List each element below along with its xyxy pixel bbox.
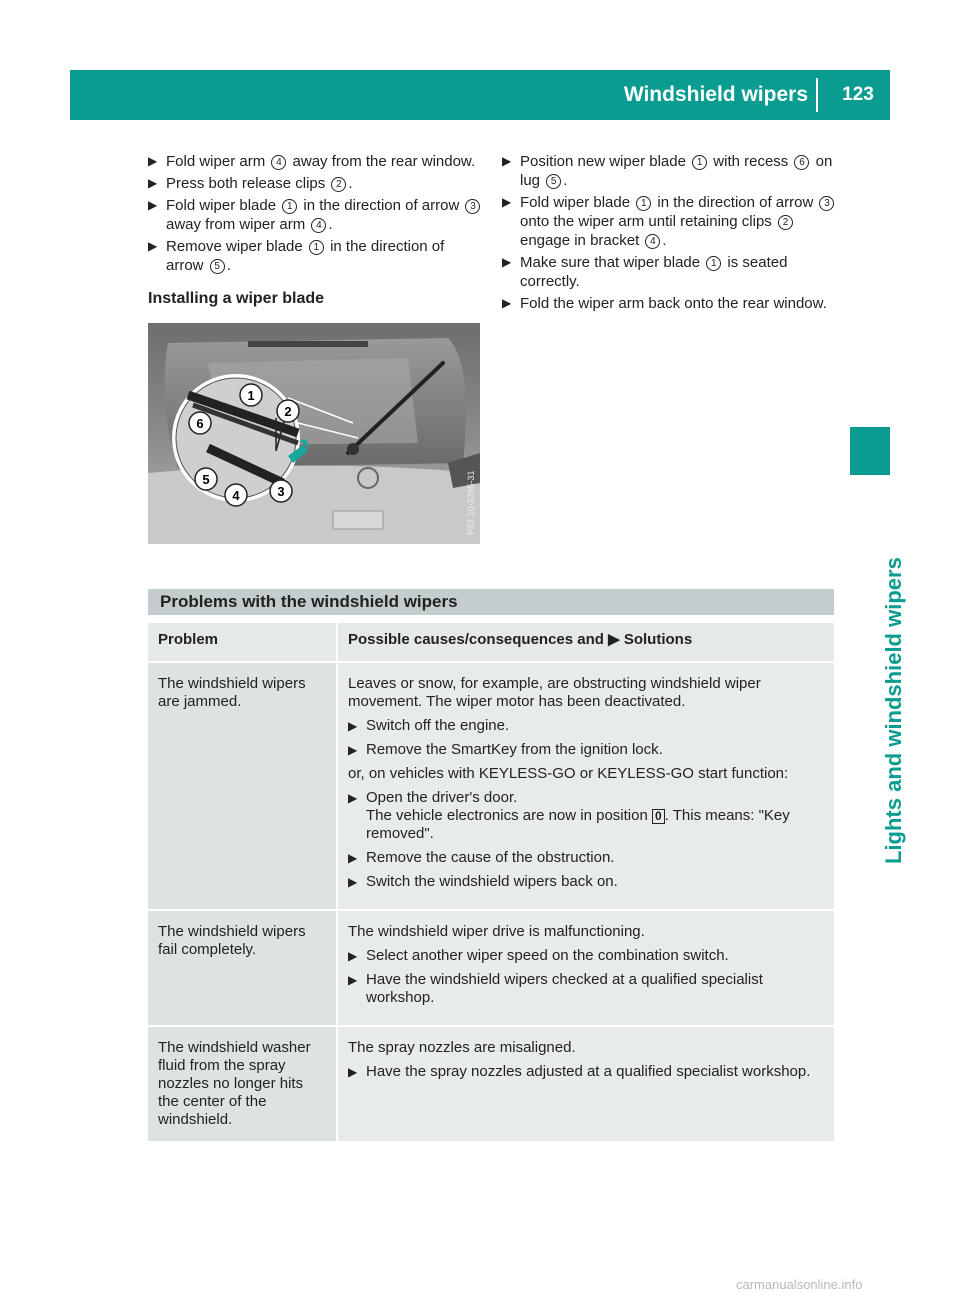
- ignition-position-symbol: 0: [652, 809, 665, 824]
- chapter-side-label-text: Lights and windshield wipers: [881, 557, 906, 864]
- step-arrow-icon: ▶: [348, 973, 358, 987]
- solution-step: [348, 947, 826, 965]
- step-text: .: [662, 232, 667, 249]
- step-arrow-icon: ▶: [148, 176, 158, 190]
- step-arrow-icon: ▶: [502, 296, 512, 310]
- problems-table: [148, 623, 834, 1143]
- callout-ref: 3: [819, 196, 834, 211]
- step-text: engage in bracket: [520, 232, 644, 249]
- step-text: .: [348, 175, 353, 192]
- callout-ref: 1: [309, 240, 324, 255]
- header-problem: Problem: [148, 623, 338, 663]
- table-title: Problems with the windshield wipers: [148, 589, 834, 615]
- step-text: Switch off the engine.: [366, 717, 510, 734]
- step-note: The vehicle electronics are now in position: [366, 807, 652, 824]
- step-text: Switch the windshield wipers back on.: [366, 873, 618, 890]
- instruction-step: [148, 237, 483, 275]
- callout-ref: 5: [210, 259, 225, 274]
- page-header: [70, 70, 890, 120]
- callout-ref: 1: [706, 256, 721, 271]
- callout-ref: 2: [778, 215, 793, 230]
- callout-ref: 4: [645, 234, 660, 249]
- step-text: Have the spray nozzles adjusted at a qualified specialist workshop.: [366, 1063, 811, 1080]
- callout-ref: 2: [331, 177, 346, 192]
- step-arrow-icon: ▶: [348, 949, 358, 963]
- solution-cell: [338, 1027, 834, 1143]
- table-row: [148, 663, 834, 911]
- step-text: .: [226, 257, 231, 274]
- step-text: Select another wiper speed on the combination switch.: [366, 947, 729, 964]
- instruction-step: [502, 253, 837, 291]
- step-text: .: [563, 172, 568, 189]
- header-solutions-tail: Solutions: [623, 631, 693, 648]
- cause-text: The spray nozzles are misaligned.: [348, 1039, 576, 1056]
- instruction-step: [502, 294, 837, 313]
- step-arrow-icon: ▶: [502, 255, 512, 269]
- problem-cell: The windshield wipers fail completely.: [148, 911, 338, 1027]
- step-arrow-icon: ▶: [148, 198, 158, 212]
- step-text: Remove the cause of the obstruction.: [366, 849, 615, 866]
- table-row: [148, 911, 834, 1027]
- instruction-step: [502, 152, 837, 190]
- instruction-step: [502, 193, 837, 250]
- solution-cell: [338, 663, 834, 911]
- solution-step: [348, 741, 826, 759]
- header-solutions-text: Possible causes/consequences and: [348, 631, 604, 648]
- step-text: .: [328, 216, 333, 233]
- callout-ref: 4: [271, 155, 286, 170]
- step-arrow-icon: ▶: [348, 791, 358, 805]
- callout-label-1: 1: [247, 388, 255, 403]
- callout-label-3: 3: [277, 484, 285, 499]
- step-text: Fold wiper blade: [520, 194, 635, 211]
- solution-arrow-icon: ▶: [608, 631, 620, 648]
- step-text: Fold the wiper arm back onto the rear window.: [520, 295, 827, 312]
- step-text: Fold wiper arm: [166, 153, 270, 170]
- step-text: Fold wiper blade: [166, 197, 281, 214]
- table-header-row: [148, 623, 834, 663]
- wiper-blade-figure: [148, 323, 480, 544]
- step-text: in the direction of arrow: [166, 238, 445, 274]
- callout-ref: 1: [282, 199, 297, 214]
- removal-steps-column: [148, 152, 483, 308]
- step-arrow-icon: ▶: [348, 1065, 358, 1079]
- step-text: Remove wiper blade: [166, 238, 307, 255]
- removal-steps-list: [148, 152, 483, 275]
- chapter-side-label: [849, 490, 906, 890]
- step-arrow-icon: ▶: [348, 875, 358, 889]
- step-arrow-icon: ▶: [348, 719, 358, 733]
- section-title: Windshield wipers: [624, 78, 818, 112]
- step-arrow-icon: ▶: [348, 743, 358, 757]
- instruction-step: [148, 196, 483, 234]
- page-number: 123: [842, 84, 874, 105]
- step-text: Have the windshield wipers checked at a qualified specialist workshop.: [366, 971, 763, 1006]
- callout-ref: 5: [546, 174, 561, 189]
- step-text: in the direction of arrow: [299, 197, 464, 214]
- solution-step: [348, 717, 826, 735]
- solution-step: [348, 1063, 826, 1081]
- step-text: away from wiper arm: [166, 216, 310, 233]
- problem-cell: The windshield wipers are jammed.: [148, 663, 338, 911]
- solution-step: [348, 849, 826, 867]
- installing-heading: Installing a wiper blade: [148, 290, 325, 307]
- table-row: [148, 1027, 834, 1143]
- chapter-tab-marker: [850, 427, 890, 475]
- cause-text: The windshield wiper drive is malfunctioning.: [348, 923, 645, 940]
- step-text: away from the rear window.: [288, 153, 476, 170]
- cause-text: or, on vehicles with KEYLESS-GO or KEYLESS-GO start function:: [348, 765, 789, 782]
- callout-ref: 1: [692, 155, 707, 170]
- step-text: on lug: [520, 153, 833, 189]
- step-arrow-icon: ▶: [148, 154, 158, 168]
- installation-steps-list: [502, 152, 837, 313]
- step-note: . This means: "Key removed".: [366, 807, 790, 842]
- step-text: Press both release clips: [166, 175, 330, 192]
- step-text: Open the driver's door.: [366, 789, 518, 806]
- figure-code: P82.10-3295-31: [466, 470, 476, 535]
- step-text: onto the wiper arm until retaining clips: [520, 213, 776, 230]
- solution-cell: [338, 911, 834, 1027]
- callout-label-4: 4: [232, 488, 240, 503]
- callout-label-2: 2: [284, 404, 292, 419]
- cause-text: Leaves or snow, for example, are obstructing windshield wiper movement. The wiper motor has been deactivated.: [348, 675, 761, 710]
- callout-ref: 3: [465, 199, 480, 214]
- step-arrow-icon: ▶: [148, 239, 158, 253]
- step-text: Position new wiper blade: [520, 153, 691, 170]
- rear-window-illustration: [148, 323, 480, 544]
- step-text: Make sure that wiper blade: [520, 254, 705, 271]
- step-text: Remove the SmartKey from the ignition lock.: [366, 741, 663, 758]
- problem-cell: The windshield washer fluid from the spray nozzles no longer hits the center of the windshield.: [148, 1027, 338, 1143]
- callout-label-6: 6: [196, 416, 204, 431]
- installation-steps-column: [502, 152, 837, 316]
- callout-ref: 1: [636, 196, 651, 211]
- solution-step: [348, 971, 826, 1007]
- callout-ref: 4: [311, 218, 326, 233]
- instruction-step: [148, 174, 483, 193]
- step-arrow-icon: ▶: [502, 195, 512, 209]
- callout-ref: 6: [794, 155, 809, 170]
- watermark: carmanualsonline.info: [736, 1277, 863, 1292]
- callout-label-5: 5: [202, 472, 210, 487]
- step-arrow-icon: ▶: [348, 851, 358, 865]
- step-text: in the direction of arrow: [653, 194, 818, 211]
- step-text: with recess: [709, 153, 793, 170]
- instruction-step: [148, 152, 483, 171]
- step-text: is seated correctly.: [520, 254, 788, 290]
- solution-step: [348, 873, 826, 891]
- step-arrow-icon: ▶: [502, 154, 512, 168]
- solution-step: [348, 789, 826, 843]
- header-solutions: [338, 623, 834, 663]
